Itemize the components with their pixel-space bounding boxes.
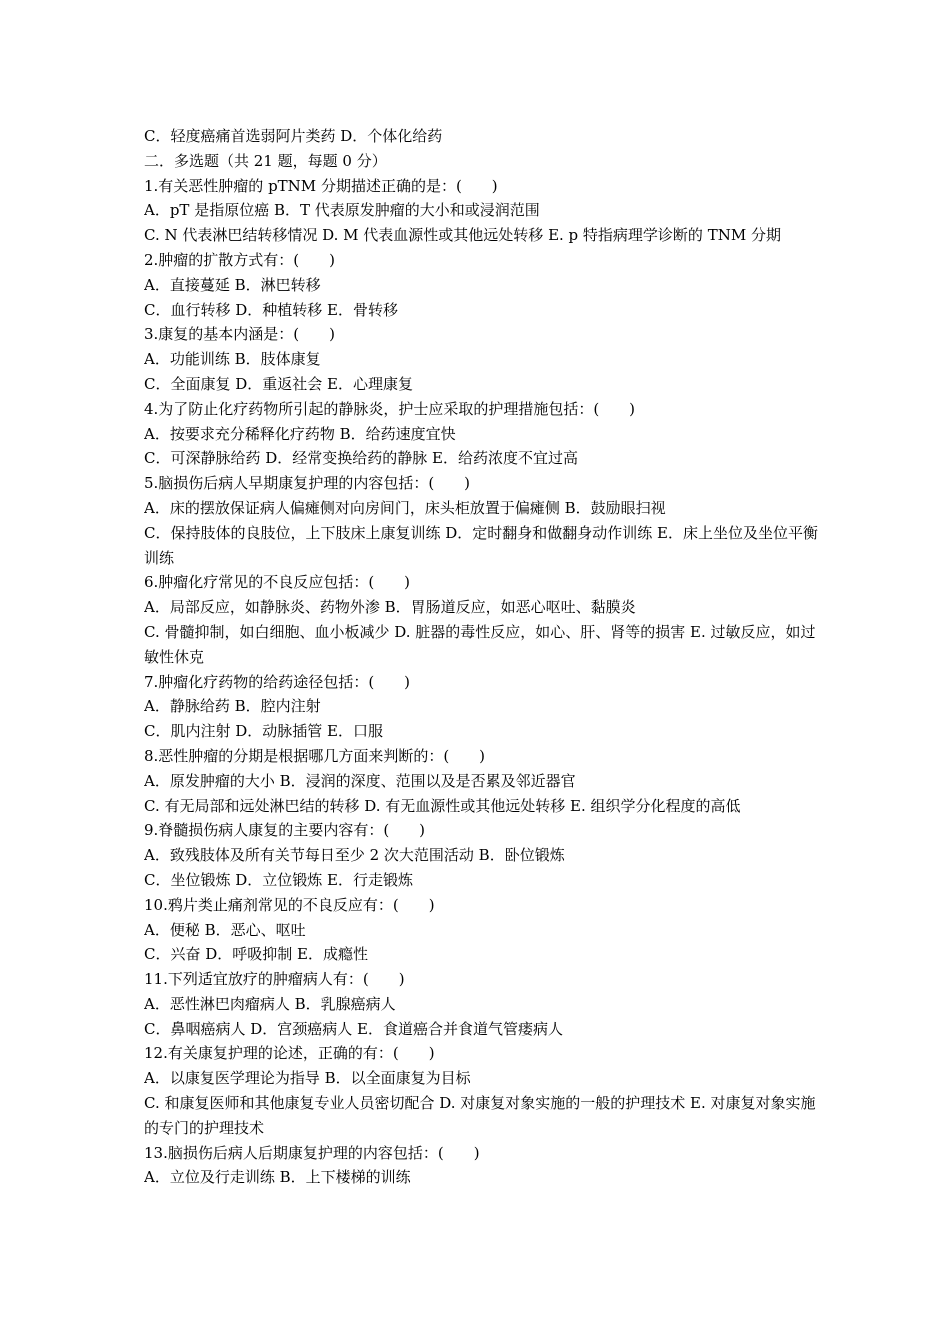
question-13: 13.脑损伤后病人后期康复护理的内容包括：( )	[144, 1143, 480, 1162]
option-line: C．可深静脉给药 D．经常变换给药的静脉 E．给药浓度不宜过高	[144, 449, 578, 468]
question-3: 3.康复的基本内涵是：( )	[144, 325, 336, 344]
question-9: 9.脊髓损伤病人康复的主要内容有：( )	[144, 821, 426, 840]
question-1: 1.有关恶性肿瘤的 pTNM 分期描述正确的是：( )	[144, 176, 498, 195]
question-7: 7.肿瘤化疗药物的给药途径包括：( )	[144, 672, 411, 691]
option-line: A．直接蔓延 B．淋巴转移	[144, 275, 321, 294]
option-line: C．轻度癌痛首选弱阿片类药 D．个体化给药	[144, 127, 443, 145]
question-2: 2.肿瘤的扩散方式有：( )	[144, 250, 336, 269]
question-6: 6.肿瘤化疗常见的不良反应包括：( )	[144, 573, 411, 592]
question-10: 10.鸦片类止痛剂常见的不良反应有：( )	[144, 895, 435, 914]
option-line: A．立位及行走训练 B．上下楼梯的训练	[144, 1168, 411, 1187]
document-page	[144, 124, 824, 1190]
option-line: C．全面康复 D．重返社会 E．心理康复	[144, 374, 413, 393]
option-line: A．按要求充分稀释化疗药物 B．给药速度宜快	[144, 424, 456, 443]
option-line: A．恶性淋巴肉瘤病人 B．乳腺癌病人	[144, 994, 396, 1013]
option-line: A．功能训练 B．肢体康复	[144, 350, 321, 369]
option-line: A．以康复医学理论为指导 B．以全面康复为目标	[144, 1069, 471, 1088]
option-line: C．兴奋 D．呼吸抑制 E．成瘾性	[144, 945, 368, 964]
option-line: C. 和康复医师和其他康复专业人员密切配合 D. 对康复对象实施的一般的护理技术 E. 对康复对象实施的专门的护理技术	[144, 1094, 816, 1137]
question-4: 4.为了防止化疗药物所引起的静脉炎，护士应采取的护理措施包括：( )	[144, 399, 636, 418]
option-line: C. N 代表淋巴结转移情况 D. M 代表血源性或其他远处转移 E. p 特指病理学诊断的 TNM 分期	[144, 226, 781, 245]
question-5: 5.脑损伤后病人早期康复护理的内容包括：( )	[144, 474, 471, 493]
question-12: 12.有关康复护理的论述，正确的有：( )	[144, 1044, 435, 1063]
option-line: C．保持肢体的良肢位，上下肢床上康复训练 D．定时翻身和做翻身动作训练 E．床上坐位及坐位平衡训练	[144, 523, 818, 567]
option-line: C．肌内注射 D．动脉插管 E．口服	[144, 722, 383, 741]
option-line: A．床的摆放保证病人偏瘫侧对向房间门，床头柜放置于偏瘫侧 B．鼓励眼扫视	[144, 498, 666, 517]
option-line: A．致残肢体及所有关节每日至少 2 次大范围活动 B．卧位锻炼	[144, 846, 565, 865]
option-line: A．静脉给药 B．腔内注射	[144, 697, 321, 716]
option-line: A．局部反应，如静脉炎、药物外渗 B．胃肠道反应，如恶心呕吐、黏膜炎	[144, 598, 636, 617]
option-line: C. 骨髓抑制，如白细胞、血小板减少 D. 脏器的毒性反应，如心、肝、肾等的损害 E. 过敏反应，如过敏性休克	[144, 622, 816, 666]
option-line: C. 有无局部和远处淋巴结的转移 D. 有无血源性或其他远处转移 E. 组织学分化程度的高低	[144, 796, 741, 815]
section-heading: 二．多选题（共 21 题，每题 0 分）	[144, 151, 387, 170]
option-line: A．pT 是指原位癌 B．T 代表原发肿瘤的大小和或浸润范围	[144, 201, 540, 220]
question-8: 8.恶性肿瘤的分期是根据哪几方面来判断的：( )	[144, 746, 486, 765]
option-line: A．原发肿瘤的大小 B．浸润的深度、范围以及是否累及邻近器官	[144, 771, 576, 790]
question-11: 11.下列适宜放疗的肿瘤病人有：( )	[144, 970, 405, 989]
option-line: C．血行转移 D．种植转移 E．骨转移	[144, 300, 398, 319]
option-line: A．便秘 B．恶心、呕吐	[144, 920, 306, 939]
option-line: C．鼻咽癌病人 D．宫颈癌病人 E．食道癌合并食道气管瘘病人	[144, 1019, 563, 1038]
option-line: C．坐位锻炼 D．立位锻炼 E．行走锻炼	[144, 870, 413, 889]
